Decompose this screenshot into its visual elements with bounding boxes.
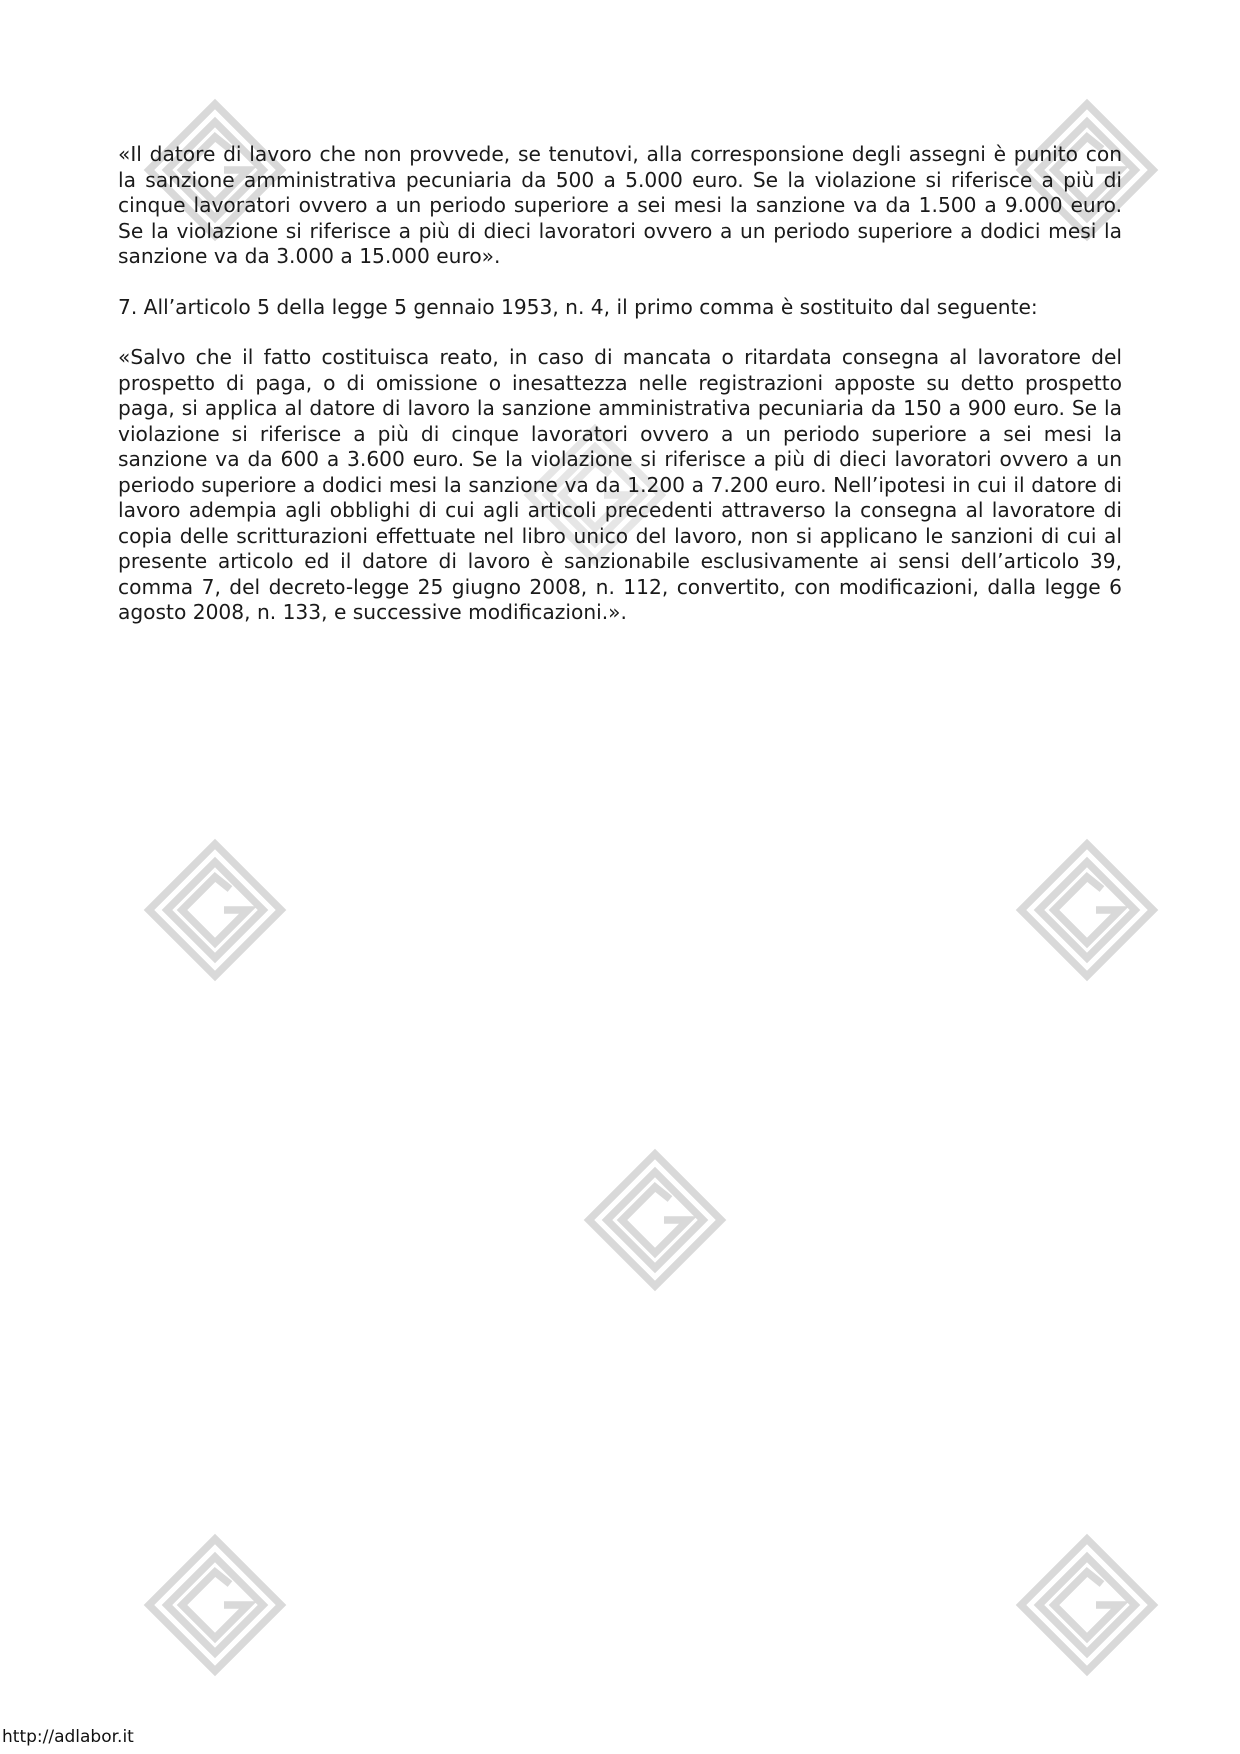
watermark-logo-icon — [140, 1530, 290, 1680]
paragraph-article-7-intro: 7. All’articolo 5 della legge 5 gennaio 1953, n. 4, il primo comma è sostituito dal seguente: — [118, 294, 1038, 319]
footer-url-link[interactable]: http://adlabor.it — [2, 1727, 134, 1747]
watermark-logo-icon — [140, 835, 290, 985]
watermark-logo-icon — [1012, 1530, 1162, 1680]
paragraph-prospetto-paga-sanction: «Salvo che il fatto costituisca reato, in caso di mancata o ritardata consegna al lavoratore del prospetto di paga, o di omissione o inesattezza nelle registrazioni apposte su detto prospetto paga, si applica al datore di lavoro la sanzione amministrativa pecuniaria da 150 a 900 euro. Se la violazione si riferisce a più di cinque lavoratori ovvero a un periodo superiore a sei mesi la sanzione va da 600 a 3.600 euro. Se la violazione si riferisce a più di dieci lavoratori ovvero a un periodo superiore a dodici mesi la sanzione va da 1.200 a 7.200 euro. Nell’ipotesi in cui il datore di lavoro adempia agli obblighi di cui agli articoli precedenti attraverso la consegna al lavoratore di copia delle scritturazioni effettuate nel libro unico del lavoro, non si applicano le sanzioni di cui al presente articolo ed il datore di lavoro è sanzionabile esclusivamente ai sensi dell’articolo 39, comma 7, del decreto-legge 25 giugno 2008, n. 112, convertito, con modificazioni, dalla legge 6 agosto 2008, n. 133, e successive modificazioni.». — [118, 345, 1122, 624]
watermark-logo-icon — [580, 1145, 730, 1295]
document-body — [118, 142, 1122, 651]
paragraph-assegni-sanction: «Il datore di lavoro che non provvede, se tenutovi, alla corresponsione degli assegni è punito con la sanzione amministrativa pecuniaria da 500 a 5.000 euro. Se la violazione si riferisce a più di cinque lavoratori ovvero a un periodo superiore a sei mesi la sanzione va da 1.500 a 9.000 euro. Se la violazione si riferisce a più di dieci lavoratori ovvero a un periodo superiore a dodici mesi la sanzione va da 3.000 a 15.000 euro». — [118, 142, 1122, 268]
watermark-logo-icon — [1012, 835, 1162, 985]
